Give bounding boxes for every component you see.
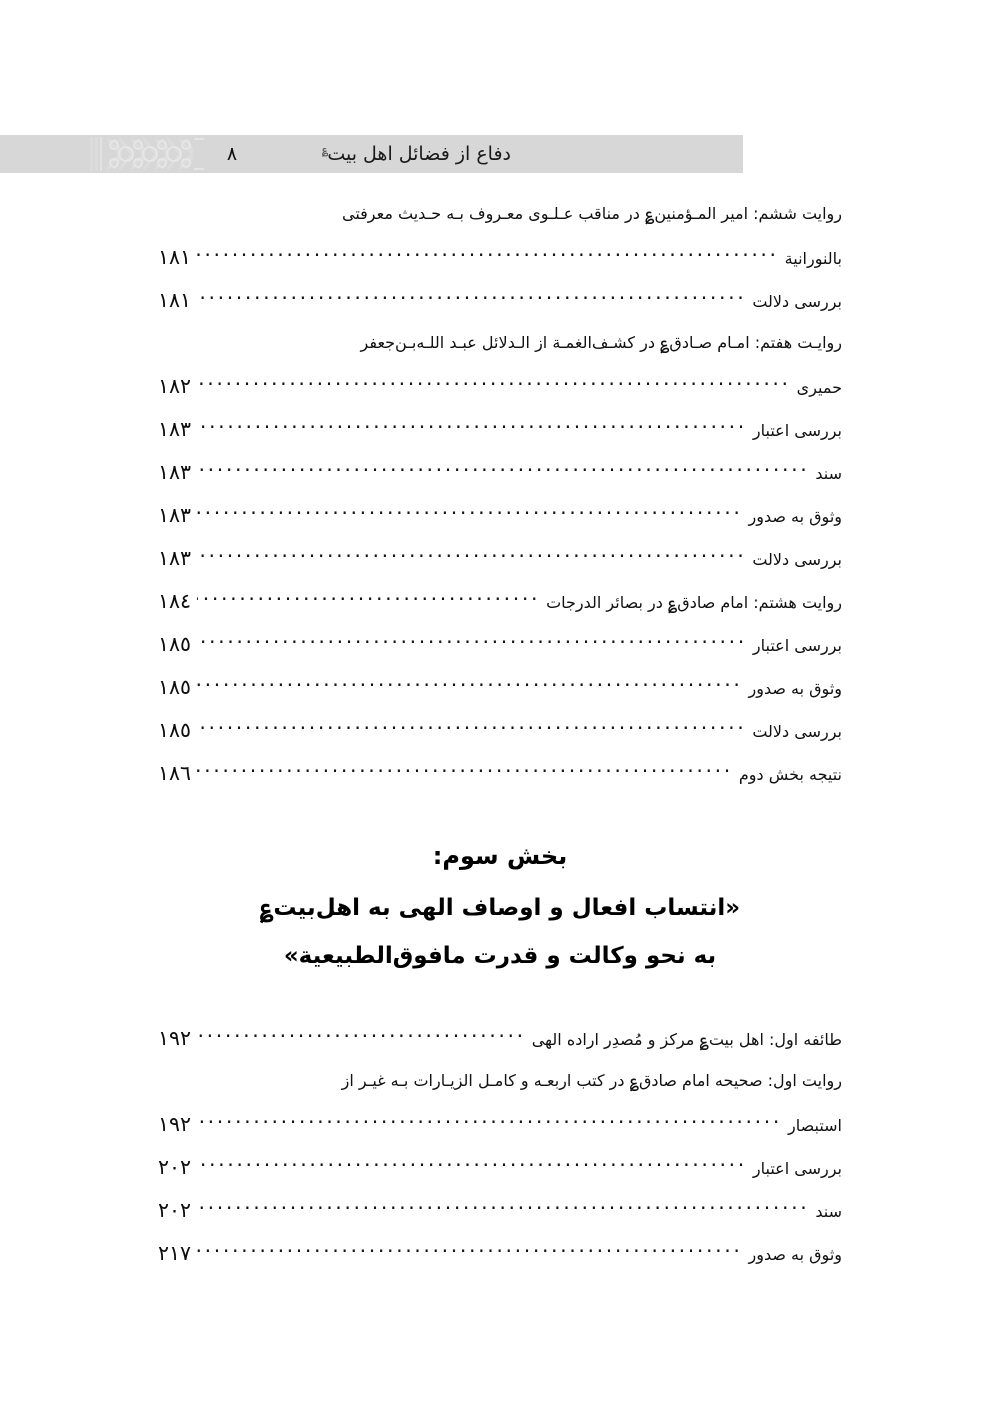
- toc-entry-title: روایت اول: صحیحه امام صادق؏ در کتب اربعـه و کامـل الزیـارات بـه غیـر از: [341, 1071, 842, 1090]
- page-number-box: [210, 135, 254, 173]
- toc-entry-title-line: [158, 321, 842, 364]
- toc-entry-sanad-2[interactable]: [158, 1188, 842, 1231]
- toc-entry-page: ١٨٣: [158, 416, 192, 441]
- toc-entry-barresi-etebar-1[interactable]: [158, 407, 842, 450]
- toc-entry-page: ١٨٥: [158, 717, 192, 742]
- toc-entry-page: ٢٠٢: [158, 1197, 192, 1222]
- toc-entry-title-line: [158, 192, 842, 235]
- leader-dots: [197, 1244, 742, 1260]
- toc-entry-barresi-dalalat-3[interactable]: [158, 708, 842, 751]
- toc-entry-label: طائفه اول: اهل بیت؏ مرکز و مُصدِر اراده الهی: [531, 1029, 842, 1049]
- toc-entry-label: استبصار: [788, 1115, 842, 1135]
- part-heading-line-1: بخش سوم:: [432, 842, 568, 870]
- leader-dots: [197, 291, 746, 307]
- toc-entry-vosoogh-be-sodoor-1[interactable]: [158, 493, 842, 536]
- toc-entry-vosoogh-be-sodoor-3[interactable]: [158, 1231, 842, 1274]
- toc-entry-page: ١٨١: [158, 244, 192, 269]
- toc-entry-page: ١٨٦: [158, 760, 192, 785]
- toc-entry-label: بررسی دلالت: [752, 721, 842, 741]
- toc-entry-label: حمیری: [796, 377, 842, 397]
- toc-entry-label: نتیجه بخش دوم: [738, 764, 842, 784]
- toc-entry-page: ١٨٤: [158, 588, 192, 613]
- toc-entry-title: روایـت هفتم: امـام صـادق؏ در کشـف‌الغمـة از الـدلائل عبـد اللـه‌بـن‌جعفر: [360, 333, 842, 352]
- toc-entry-rivayat-sheshom[interactable]: [158, 192, 842, 278]
- leader-dots: [197, 549, 746, 565]
- toc-entry-leader-line: [158, 235, 842, 278]
- leader-dots: [197, 1115, 782, 1131]
- toc-entry-label: وثوق به صدور: [748, 1244, 842, 1264]
- leader-dots: [197, 463, 809, 479]
- leader-dots: [197, 1158, 747, 1174]
- toc-entry-page: ١٨٥: [158, 631, 192, 656]
- toc-entry-natijeh-bakhsh-dovom[interactable]: [158, 751, 842, 794]
- leader-dots: [197, 248, 779, 264]
- toc-entry-page: ٢٠٢: [158, 1154, 192, 1179]
- toc-entry-label: بررسی اعتبار: [752, 420, 842, 440]
- toc-entry-label: بررسی دلالت: [752, 549, 842, 569]
- toc-entry-barresi-etebar-3[interactable]: [158, 1145, 842, 1188]
- part-heading-line-2: «انتساب افعال و اوصاف الهی به اهل‌بیت؏: [259, 895, 741, 922]
- toc-entry-page: ١٨٣: [158, 502, 192, 527]
- toc-entry-title: روایت ششم: امیر المـؤمنین؏ در مناقب عـلـوی معـروف بـه حـدیث معرفتی: [341, 204, 842, 223]
- toc-entry-vosoogh-be-sodoor-2[interactable]: [158, 665, 842, 708]
- leader-dots: [197, 377, 791, 393]
- toc-entry-page: ١٩٢: [158, 1111, 192, 1136]
- toc-entry-leader-line: [158, 1102, 842, 1145]
- toc-entry-sanad-1[interactable]: [158, 450, 842, 493]
- header-title-text: دفاع از فضائل اهل بیت: [327, 143, 511, 166]
- toc-entry-page: ١٨٣: [158, 459, 192, 484]
- leader-dots: [197, 592, 540, 608]
- toc-entry-page: ١٨١: [158, 287, 192, 312]
- header-title: [322, 143, 511, 165]
- toc-entry-barresi-etebar-2[interactable]: [158, 622, 842, 665]
- toc-entry-page: ١٨٢: [158, 373, 192, 398]
- leader-dots: [197, 420, 747, 436]
- toc-entry-label: بررسی اعتبار: [752, 1158, 842, 1178]
- toc-entry-page: ١٨٣: [158, 545, 192, 570]
- leader-dots: [197, 635, 747, 651]
- toc-entry-leader-line: [158, 364, 842, 407]
- toc-entry-rivayat-aval[interactable]: [158, 1059, 842, 1145]
- toc-entry-barresi-dalalat-2[interactable]: [158, 536, 842, 579]
- leader-dots: [197, 506, 742, 522]
- toc-entry-label: وثوق به صدور: [748, 678, 842, 698]
- toc-upper: [158, 192, 842, 794]
- toc-entry-page: ٢١٧: [158, 1240, 192, 1265]
- toc-entry-title-line: [158, 1059, 842, 1102]
- page-number: ٨: [226, 143, 238, 165]
- toc-entry-label: بررسی اعتبار: [752, 635, 842, 655]
- toc-entry-page: ١٨٥: [158, 674, 192, 699]
- running-header: [0, 135, 1000, 173]
- leader-dots: [197, 764, 733, 780]
- part-heading-line-3: به نحو وکالت و قدرت مافوق‌الطبیعیة»: [283, 942, 717, 969]
- toc-entry-taefeh-aval[interactable]: [158, 1016, 842, 1059]
- toc-lower: [158, 1016, 842, 1274]
- toc-entry-label: بررسی دلالت: [752, 291, 842, 311]
- toc-entry-page: ١٩٢: [158, 1025, 192, 1050]
- leader-dots: [197, 721, 746, 737]
- toc-entry-rivayat-haftom[interactable]: [158, 321, 842, 407]
- toc-entry-rivayat-hashtom[interactable]: [158, 579, 842, 622]
- arabesque-pattern-icon: [90, 135, 208, 173]
- toc-entry-label: سند: [815, 1201, 842, 1221]
- toc-entry-label: وثوق به صدور: [748, 506, 842, 526]
- toc-entry-barresi-dalalat-1[interactable]: [158, 278, 842, 321]
- part-heading: [0, 838, 1000, 974]
- toc-entry-label: سند: [815, 463, 842, 483]
- toc-entry-label: روایت هشتم: امام صادق؏ در بصائر الدرجات: [546, 592, 842, 612]
- leader-dots: [197, 1201, 809, 1217]
- leader-dots: [197, 1029, 526, 1045]
- toc-entry-label: بالنورانیة: [784, 248, 842, 268]
- leader-dots: [197, 678, 742, 694]
- honorific-icon: ؏: [321, 142, 329, 156]
